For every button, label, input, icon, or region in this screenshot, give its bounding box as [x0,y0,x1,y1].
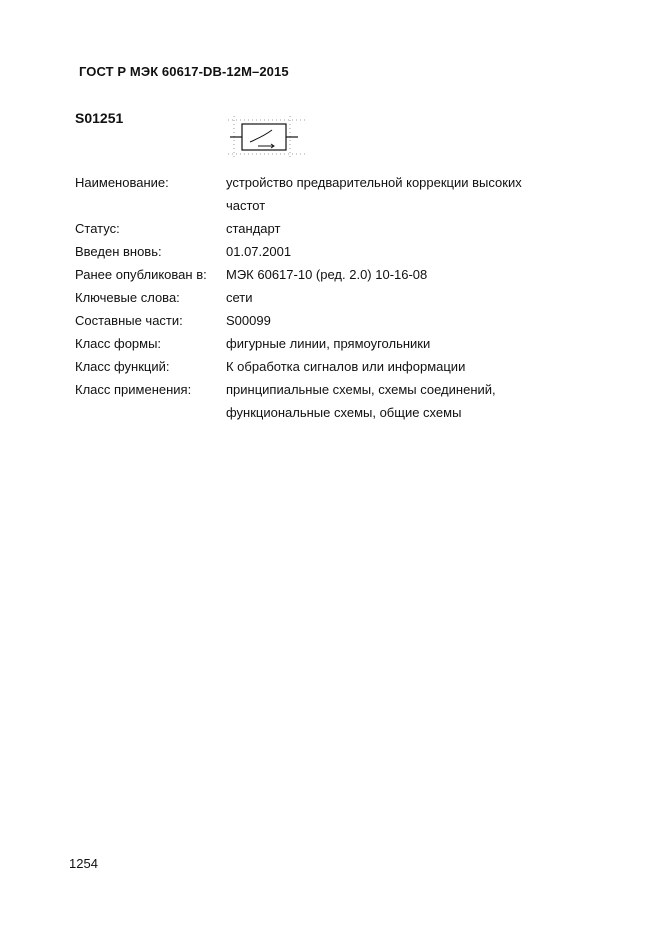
document-header: ГОСТ Р МЭК 60617-DB-12M–2015 [79,64,289,79]
property-value: сети [226,290,253,305]
property-value: МЭК 60617-10 (ред. 2.0) 10-16-08 [226,267,428,282]
property-row-previously-published [75,263,522,286]
property-label: Ключевые слова: [75,290,180,305]
property-label: Составные части: [75,313,183,328]
property-value: устройство предварительной коррекции высоких [226,175,522,190]
property-value: частот [226,198,266,213]
symbol-id: S01251 [75,110,124,126]
property-row-shape-class [75,332,522,355]
property-row-components [75,309,522,332]
property-label: Класс формы: [75,336,162,351]
property-value: 01.07.2001 [226,244,292,259]
property-row-function-class [75,355,522,378]
page-number: 1254 [69,856,98,871]
property-row-status [75,217,522,240]
property-label: Введен вновь: [75,244,162,259]
property-label: Статус: [75,221,120,236]
property-label: Класс применения: [75,382,192,397]
property-value: S00099 [226,313,271,328]
property-value: принципиальные схемы, схемы соединений, [226,382,496,397]
property-value: стандарт [226,221,281,236]
property-label: Ранее опубликован в: [75,267,207,282]
property-value: К обработка сигналов или информации [226,359,466,374]
property-value: функциональные схемы, общие схемы [226,405,462,420]
property-value: фигурные линии, прямоугольники [226,336,431,351]
symbol-figure [228,116,310,165]
property-label: Класс функций: [75,359,170,374]
property-label: Наименование: [75,175,169,190]
property-row-name [75,171,522,217]
property-row-application-class [75,378,522,424]
high-frequency-preemphasis-symbol-icon [228,116,310,160]
property-row-introduced [75,240,522,263]
property-row-keywords [75,286,522,309]
symbol-properties [75,171,522,424]
